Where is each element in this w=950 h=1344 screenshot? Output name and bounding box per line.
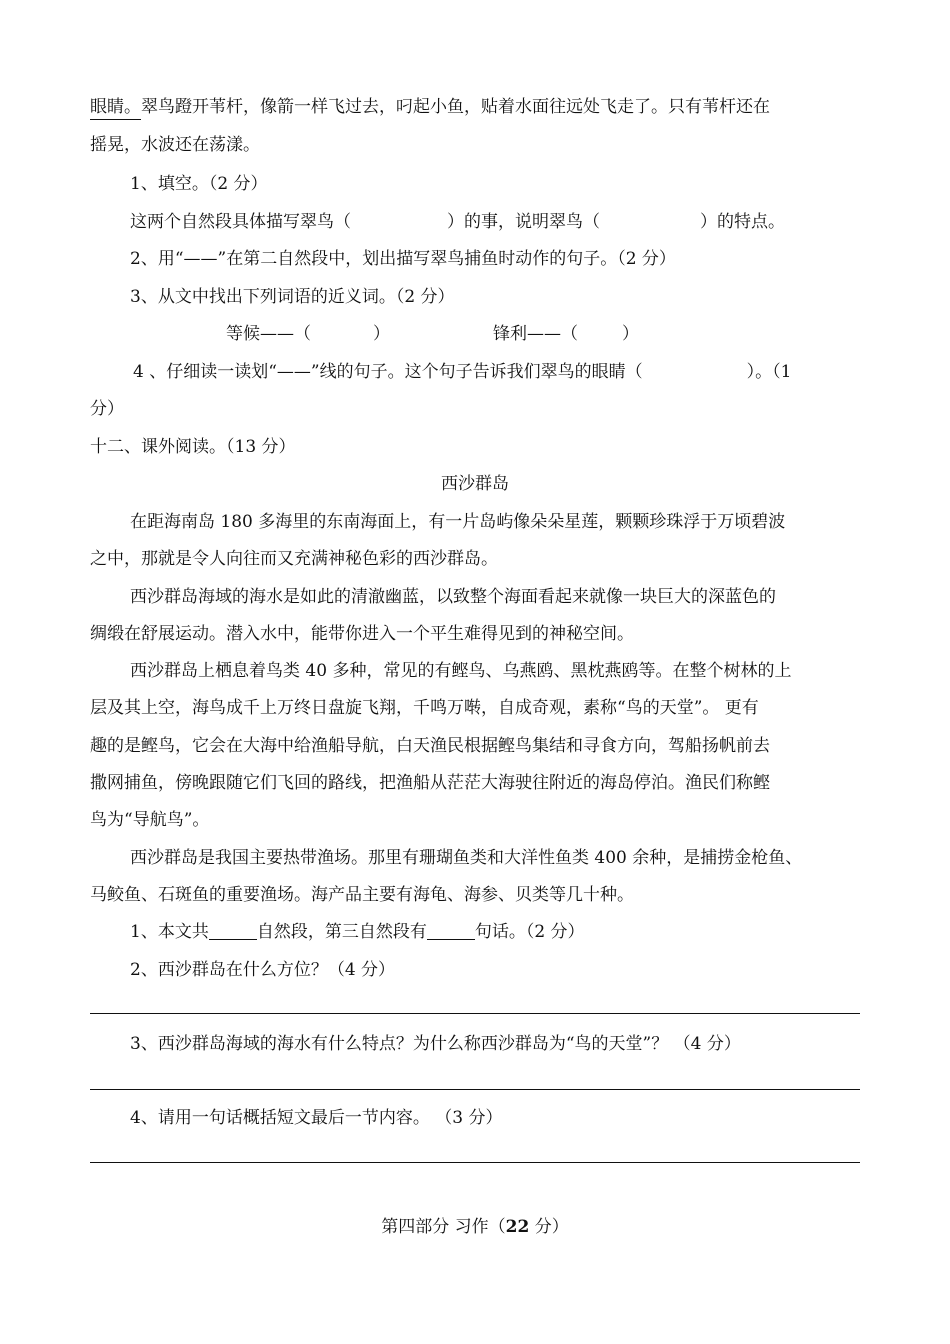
blank-underline[interactable] — [209, 921, 257, 940]
synonym-item-1 — [226, 322, 390, 346]
bracket: ） — [622, 324, 639, 344]
synonym-word: 等候——（ — [226, 324, 311, 344]
part-heading-text: 第四部分 习作（ — [381, 1217, 506, 1237]
section-heading: 十二、课外阅读。（13 分） — [90, 437, 296, 457]
q4-text: 4 、仔细读一读划“——”线的句子。这个句子告诉我们翠鸟的眼睛（ — [133, 362, 643, 382]
fill-text-b: ）的事，说明翠鸟（ — [447, 212, 600, 232]
part-score: 22 — [505, 1217, 530, 1237]
answer-line[interactable] — [90, 1162, 860, 1163]
paragraph-line: 撒网捕鱼，傍晚跟随它们飞回的路线，把渔船从茫茫大海驶往附近的海岛停泊。渔民们称鲣 — [90, 773, 770, 793]
synonym-item-2 — [493, 322, 639, 346]
underlined-sentence-end: 眼睛。 — [90, 97, 141, 120]
q-text: 自然段，第三自然段有 — [256, 922, 427, 942]
paragraph-line: 之中，那就是令人向往而又充满神秘色彩的西沙群岛。 — [90, 549, 498, 569]
q4-score: ）。（1 — [746, 362, 792, 382]
question-count — [130, 920, 585, 944]
question-1-fill — [130, 210, 785, 234]
paragraph-line: 西沙群岛是我国主要热带渔场。那里有珊瑚鱼类和大洋性鱼类 400 余种，是捕捞金枪鱼、 — [130, 848, 803, 868]
q-text: 1、本文共 — [130, 922, 209, 942]
question-4-wrap: 分） — [90, 399, 124, 419]
paragraph-line: 西沙群岛海域的海水是如此的清澈幽蓝，以致整个海面看起来就像一块巨大的深蓝色的 — [130, 587, 776, 607]
paragraph-line: 西沙群岛上栖息着鸟类 40 多种，常见的有鲣鸟、乌燕鸥、黑枕燕鸥等。在整个树林的上 — [130, 661, 792, 681]
passage-line-2: 摇晃，水波还在荡漾。 — [90, 135, 260, 155]
part-heading-suffix: 分） — [529, 1217, 569, 1237]
fill-text-c: ）的特点。 — [700, 212, 785, 232]
paragraph-line: 趣的是鲣鸟，它会在大海中给渔船导航，白天渔民根据鲣鸟集结和寻食方向，驾船扬帆前去 — [90, 736, 770, 756]
passage-text: 翠鸟蹬开苇杆，像箭一样飞过去，叼起小鱼，贴着水面往远处飞走了。只有苇杆还在 — [141, 97, 770, 117]
question-3: 3、从文中找出下列词语的近义词。（2 分） — [130, 287, 455, 307]
part-heading — [0, 1215, 950, 1239]
fill-text-a: 这两个自然段具体描写翠鸟（ — [130, 212, 351, 232]
paragraph-line: 马鲛鱼、石斑鱼的重要渔场。海产品主要有海龟、海参、贝类等几十种。 — [90, 885, 634, 905]
question-2: 2、用“——”在第二自然段中，划出描写翠鸟捕鱼时动作的句子。（2 分） — [130, 249, 676, 269]
paragraph-line: 绸缎在舒展运动。潜入水中，能带你进入一个平生难得见到的神秘空间。 — [90, 624, 634, 644]
question-4 — [133, 360, 791, 384]
question-location: 2、西沙群岛在什么方位？（4 分） — [130, 960, 396, 980]
synonym-word: 锋利——（ — [493, 324, 578, 344]
question-1-label: 1、填空。（2 分） — [130, 174, 268, 194]
passage-title: 西沙群岛 — [441, 474, 509, 494]
question-water: 3、西沙群岛海域的海水有什么特点？为什么称西沙群岛为“鸟的天堂”？ （4 分） — [130, 1034, 741, 1054]
answer-line[interactable] — [90, 1013, 860, 1014]
blank-underline[interactable] — [427, 921, 475, 940]
paragraph-line: 鸟为“导航鸟”。 — [90, 810, 210, 830]
passage-line-1 — [90, 95, 770, 119]
bracket: ） — [373, 324, 390, 344]
question-summary: 4、请用一句话概括短文最后一节内容。 （3 分） — [130, 1108, 503, 1128]
answer-line[interactable] — [90, 1089, 860, 1090]
paragraph-line: 层及其上空，海鸟成千上万终日盘旋飞翔，千鸣万啭，自成奇观，素称“鸟的天堂”。 更有 — [90, 698, 759, 718]
paragraph-line: 在距海南岛 180 多海里的东南海面上，有一片岛屿像朵朵星莲，颗颗珍珠浮于万顷碧波 — [130, 512, 786, 532]
q-text: 句话。（2 分） — [474, 922, 585, 942]
